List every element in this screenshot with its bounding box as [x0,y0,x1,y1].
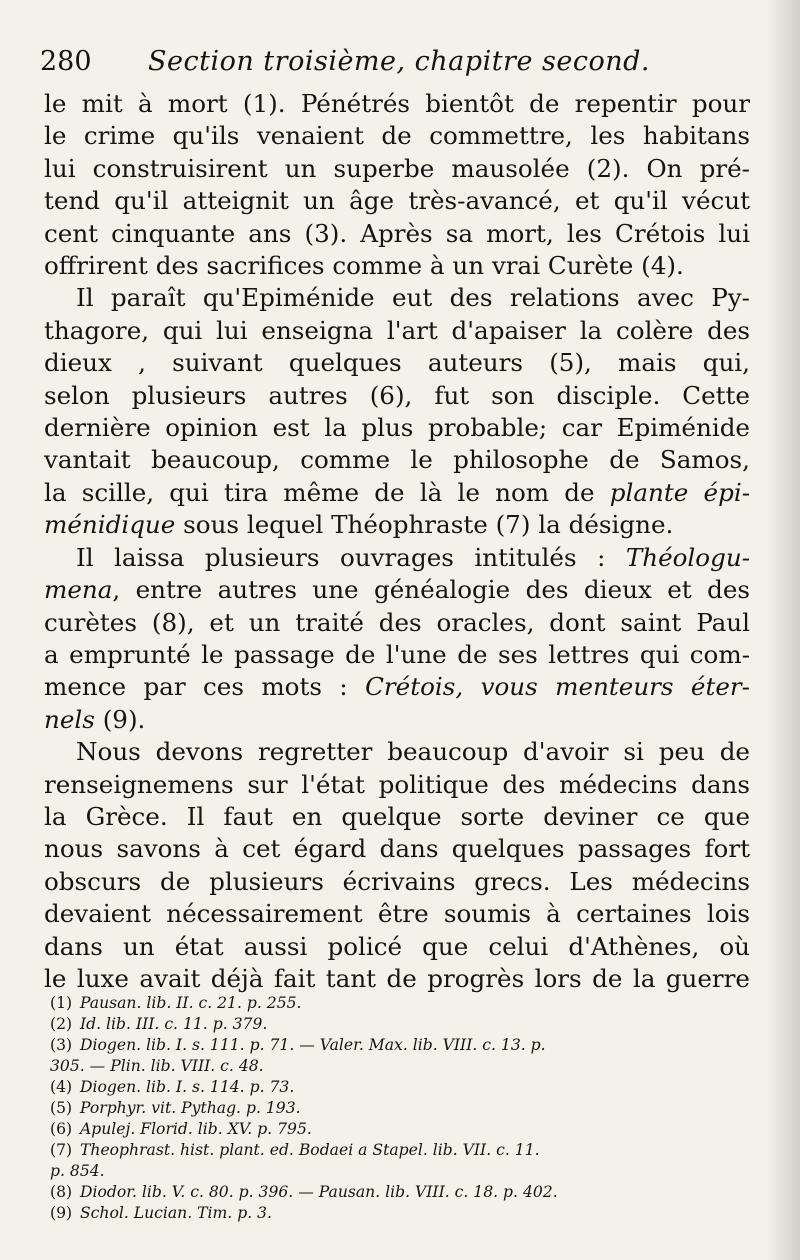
text-segment: dernière opinion est la plus probable; car Epiménide [44,413,750,443]
text-line [44,769,750,801]
text-line [44,347,750,379]
footnote [50,1077,750,1098]
page-header [40,44,740,84]
text-line [44,282,750,314]
text-line [44,801,750,833]
footnote-number: (1) [50,994,73,1012]
running-head: Section troisième, chapitre second. [148,46,650,77]
text-segment: cent cinquante ans (3). Après sa mort, les Crétois lui [44,218,750,248]
text-line [44,218,750,250]
text-segment: mence par ces mots : [44,672,366,702]
text-line [44,639,750,671]
italic-text: mena [44,575,113,605]
text-segment: le crime qu'ils venaient de commettre, les habitans [44,121,750,151]
text-line [44,477,750,509]
text-line [44,380,750,412]
text-line [44,315,750,347]
footnote [50,1014,750,1035]
italic-text: plante épi- [609,477,751,507]
text-segment: la Grèce. Il faut en quelque sorte deviner ce que [44,801,750,831]
text-segment: , entre autres une généalogie des dieux et des [112,575,750,605]
footnote [50,993,750,1014]
text-segment: obscurs de plusieurs écrivains grecs. Les médecins [44,866,750,896]
footnote [50,1035,750,1056]
text-segment: offrirent des sacrifices comme à un vrai Curète (4). [44,251,684,281]
text-segment: curètes (8), et un traité des oracles, dont saint Paul [44,607,750,637]
body-text [44,88,750,995]
italic-text: Crétois, vous menteurs éter- [365,672,750,702]
footnote-number: (9) [50,1204,73,1222]
footnote [50,1203,750,1224]
text-segment: (9). [94,704,146,734]
text-line [44,153,750,185]
footnote-text: Porphyr. vit. Pythag. p. 193. [80,1099,301,1117]
text-line [44,671,750,703]
footnote-number: (2) [50,1015,73,1033]
text-line [44,185,750,217]
text-segment: Il paraît qu'Epiménide eut des relations avec Py- [76,283,750,313]
footnote-text: Diodor. lib. V. c. 80. p. 396. — Pausan. lib. VIII. c. 18. p. 402. [80,1183,558,1201]
text-segment: a emprunté le passage de l'une de ses lettres qui com- [44,639,750,669]
footnote-number: (7) [50,1141,73,1159]
footnote [50,1056,750,1077]
page-edge-shadow [766,0,800,1260]
footnote-number: (6) [50,1120,73,1138]
text-line [44,412,750,444]
footnote [50,1182,750,1203]
text-line [44,704,750,736]
footnote-number: (8) [50,1183,73,1201]
page-number: 280 [40,46,92,77]
text-line [44,542,750,574]
text-segment: sous lequel Théophraste (7) la désigne. [175,510,674,540]
text-line [44,607,750,639]
footnote-text: Diogen. lib. I. s. 114. p. 73. [80,1078,295,1096]
footnote [50,1098,750,1119]
text-segment: le luxe avait déjà fait tant de progrès lors de la guerre [44,963,750,993]
text-line [44,120,750,152]
text-segment: dans un état aussi policé que celui d'Athènes, où [44,931,750,961]
text-segment: vantait beaucoup, comme le philosophe de Samos, [44,445,750,475]
text-line [44,898,750,930]
text-segment: thagore, qui lui enseigna l'art d'apaiser la colère des [44,315,750,345]
footnote [50,1140,750,1161]
text-segment: la scille, qui tira même de là le nom de [44,477,610,507]
text-line [44,88,750,120]
text-line [44,444,750,476]
text-segment: dieux , suivant quelques auteurs (5), mais qui, [44,348,750,378]
text-line [44,250,750,282]
footnote-text: Apulej. Florid. lib. XV. p. 795. [80,1120,312,1138]
text-line [44,736,750,768]
footnote [50,1161,750,1182]
italic-text: Théologu- [625,542,750,572]
footnotes [50,993,750,1224]
footnote-text: 305. — Plin. lib. VIII. c. 48. [50,1057,264,1075]
text-segment: Il laissa plusieurs ouvrages intitulés : [76,542,626,572]
italic-text: ménidique [44,510,176,540]
footnote-text: p. 854. [50,1162,105,1180]
text-line [44,866,750,898]
text-line [44,931,750,963]
text-segment: le mit à mort (1). Pénétrés bientôt de repentir pour [44,89,750,118]
footnote-text: Pausan. lib. II. c. 21. p. 255. [80,994,302,1012]
italic-text: nels [44,704,95,734]
text-line [44,963,750,995]
text-segment: lui construisirent un superbe mausolée (2). On pré- [44,153,750,183]
text-segment: nous savons à cet égard dans quelques passages fort [44,834,750,864]
text-segment: Nous devons regretter beaucoup d'avoir si peu de [76,737,750,767]
text-line [44,833,750,865]
footnote-text: Diogen. lib. I. s. 111. p. 71. — Valer. Max. lib. VIII. c. 13. p. [80,1036,546,1054]
footnote-number: (5) [50,1099,73,1117]
text-line [44,509,750,541]
footnote-number: (3) [50,1036,73,1054]
text-segment: selon plusieurs autres (6), fut son disciple. Cette [44,380,750,410]
text-line [44,574,750,606]
footnote-number: (4) [50,1078,73,1096]
text-segment: renseignemens sur l'état politique des médecins dans [44,769,750,799]
footnote-text: Theophrast. hist. plant. ed. Bodaei a Stapel. lib. VII. c. 11. [80,1141,540,1159]
footnote-text: Id. lib. III. c. 11. p. 379. [80,1015,268,1033]
footnote-text: Schol. Lucian. Tim. p. 3. [80,1204,272,1222]
text-segment: devaient nécessairement être soumis à certaines lois [44,899,750,929]
footnote [50,1119,750,1140]
text-segment: tend qu'il atteignit un âge très-avancé, et qu'il vécut [44,186,750,216]
